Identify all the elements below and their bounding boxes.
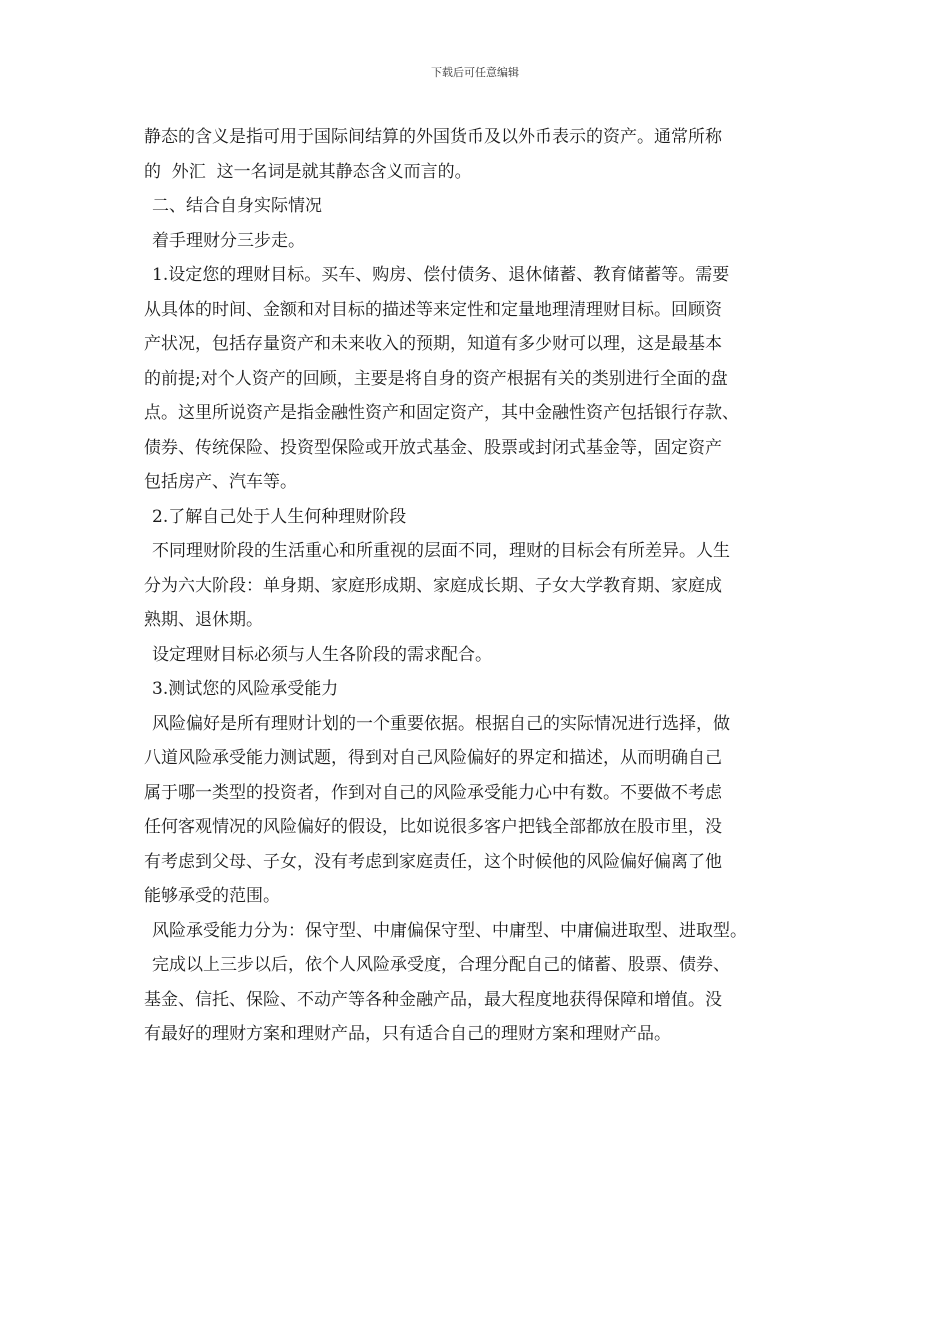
text-line: 完成以上三步以后，依个人风险承受度，合理分配自己的储蓄、股票、债券、	[152, 955, 730, 975]
text-line: 着手理财分三步走。	[152, 230, 305, 251]
text-line: 从具体的时间、金额和对目标的描述等来定性和定量地理清理财目标。回顾资	[144, 299, 722, 320]
text-line: 1.设定您的理财目标。买车、购房、偿付债务、退休储蓄、教育储蓄等。需要	[152, 265, 730, 285]
text-line: 风险偏好是所有理财计划的一个重要依据。根据自己的实际情况进行选择，做	[152, 713, 730, 734]
document-body	[144, 120, 834, 1052]
text-line: 静态的含义是指可用于国际间结算的外国货币及以外币表示的资产。通常所称	[144, 127, 722, 147]
text-line: 产状况，包括存量资产和未来收入的预期，知道有多少财可以理，这是最基本	[144, 334, 722, 354]
text-line: 风险承受能力分为：保守型、中庸偏保守型、中庸型、中庸偏进取型、进取型。	[152, 920, 747, 941]
text-line: 基金、信托、保险、不动产等各种金融产品，最大程度地获得保障和增值。没	[144, 989, 722, 1010]
text-line: 属于哪一类型的投资者，作到对自己的风险承受能力心中有数。不要做不考虑	[144, 782, 722, 803]
text-line: 有考虑到父母、子女，没有考虑到家庭责任，这个时候他的风险偏好偏离了他	[144, 851, 722, 872]
text-line: 债券、传统保险、投资型保险或开放式基金、股票或封闭式基金等，固定资产	[144, 437, 722, 458]
text-line: 分为六大阶段：单身期、家庭形成期、家庭成长期、子女大学教育期、家庭成	[144, 575, 722, 596]
text-line: 二、结合自身实际情况	[152, 196, 322, 216]
page-header: 下载后可任意编辑	[431, 66, 519, 79]
text-line: 任何客观情况的风险偏好的假设，比如说很多客户把钱全部都放在股市里，没	[144, 817, 722, 837]
text-line: 有最好的理财方案和理财产品，只有适合自己的理财方案和理财产品。	[144, 1024, 671, 1044]
text-line: 能够承受的范围。	[144, 886, 280, 906]
text-line: 的 外汇 这一名词是就其静态含义而言的。	[144, 161, 472, 182]
text-line: 八道风险承受能力测试题，得到对自己风险偏好的界定和描述，从而明确自己	[144, 748, 722, 768]
text-line: 2.了解自己处于人生何种理财阶段	[152, 506, 407, 527]
text-line: 点。这里所说资产是指金融性资产和固定资产，其中金融性资产包括银行存款、	[144, 403, 739, 423]
text-line: 3.测试您的风险承受能力	[152, 679, 339, 699]
text-line: 的前提;对个人资产的回顾，主要是将自身的资产根据有关的类别进行全面的盘	[144, 368, 728, 389]
text-line: 熟期、退休期。	[144, 610, 263, 630]
text-line: 设定理财目标必须与人生各阶段的需求配合。	[152, 644, 492, 665]
text-line: 不同理财阶段的生活重心和所重视的层面不同，理财的目标会有所差异。人生	[152, 541, 730, 561]
text-line: 包括房产、汽车等。	[144, 472, 297, 492]
